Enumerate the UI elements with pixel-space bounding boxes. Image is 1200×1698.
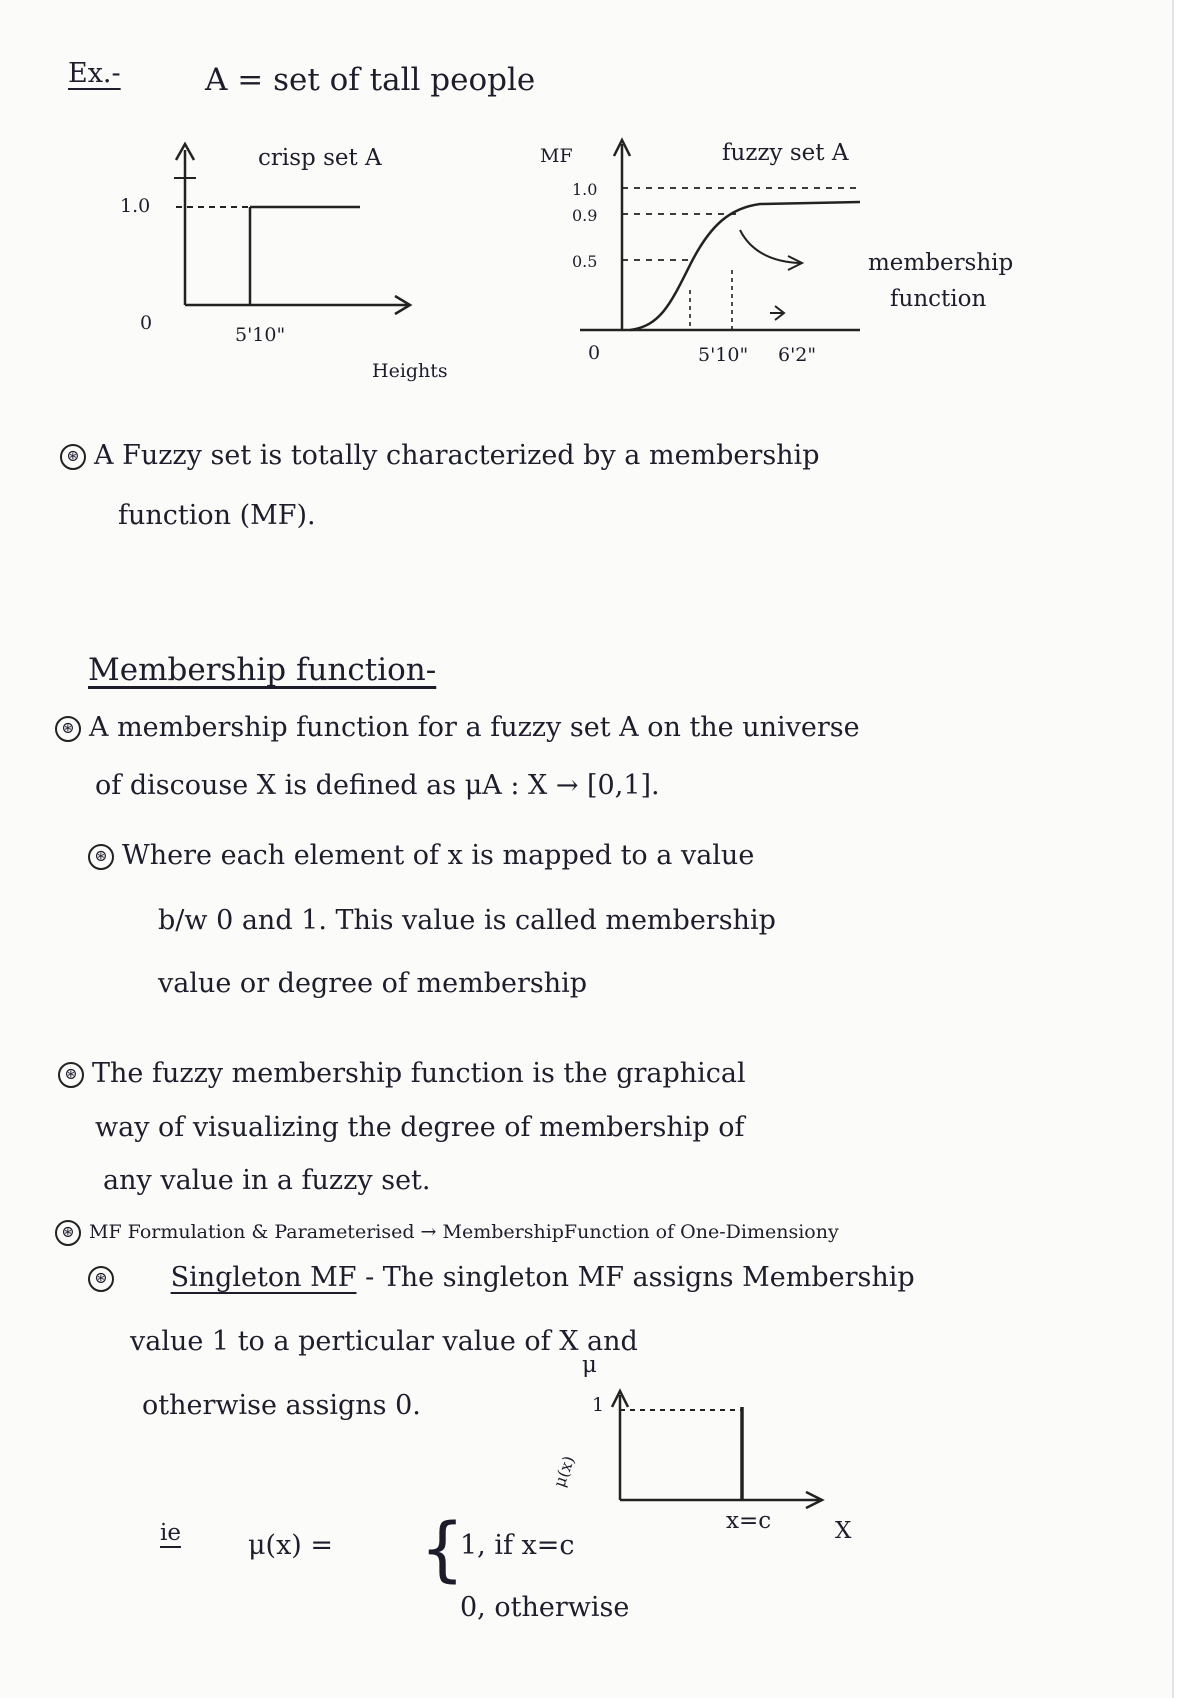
singleton-x-label: x=c — [726, 1508, 772, 1534]
singleton-x-axis-end: X — [835, 1518, 852, 1544]
formula-ie: ie — [160, 1520, 181, 1546]
para3-line1 — [58, 1058, 746, 1089]
singleton-line1-rest: - The singleton MF assigns Membership — [365, 1262, 915, 1293]
fuzzy-x-label-62: 6'2" — [778, 344, 817, 366]
crisp-axis-title: Heights — [372, 360, 448, 382]
fuzzy-y-label-1: 1.0 — [572, 180, 598, 199]
para2-text: Where each element of x is mapped to a value — [122, 840, 755, 871]
para4-text: MF Formulation & Parameterised → MembershipFunction of One-Dimensiony — [89, 1221, 839, 1243]
fuzzy-y-label-09: 0.9 — [572, 206, 598, 225]
singleton-graph-drawing — [560, 1375, 880, 1545]
para1-line2: of discouse X is defined as μA : X → [0,1]. — [95, 770, 660, 801]
singleton-line2: value 1 to a perticular value of X and — [130, 1326, 638, 1357]
singleton-heading: Singleton MF — [170, 1262, 357, 1293]
singleton-y-title: μ — [582, 1352, 597, 1378]
para3-line2: way of visualizing the degree of membership of — [95, 1112, 745, 1143]
bullet-star-icon: ⊛ — [58, 1062, 84, 1088]
statement1-line1 — [60, 440, 819, 471]
bullet-star-icon: ⊛ — [88, 1266, 114, 1292]
bullet-star-icon: ⊛ — [55, 716, 81, 742]
statement1-line2: function (MF). — [118, 500, 316, 531]
bullet-star-icon: ⊛ — [55, 1220, 81, 1246]
formula-case2: 0, otherwise — [460, 1592, 630, 1623]
para2-line2: b/w 0 and 1. This value is called membership — [158, 905, 776, 936]
bullet-star-icon: ⊛ — [88, 844, 114, 870]
formula-lhs: μ(x) = — [248, 1530, 334, 1561]
example-label: Ex.- — [68, 58, 121, 89]
fuzzy-y-label-05: 0.5 — [572, 252, 598, 271]
fuzzy-graph-title: fuzzy set A — [722, 140, 849, 166]
fuzzy-annotation-line2: function — [890, 286, 987, 312]
crisp-graph-title: crisp set A — [258, 145, 382, 171]
singleton-line3: otherwise assigns 0. — [142, 1390, 421, 1421]
para3-line3: any value in a fuzzy set. — [103, 1165, 431, 1196]
statement1-text: A Fuzzy set is totally characterized by a membership — [94, 440, 820, 471]
para1-line1 — [55, 712, 860, 743]
crisp-x-label: 5'10" — [235, 324, 286, 346]
crisp-y-zero-label: 0 — [140, 312, 153, 334]
para2-line3: value or degree of membership — [158, 968, 588, 999]
fuzzy-x-label-510: 5'10" — [698, 344, 749, 366]
fuzzy-y-zero-label: 0 — [588, 342, 601, 364]
para3-text: The fuzzy membership function is the graphical — [92, 1058, 746, 1089]
para4-line1 — [55, 1220, 839, 1246]
fuzzy-y-title: MF — [540, 145, 573, 167]
singleton-line1 — [88, 1262, 915, 1293]
example-statement: A = set of tall people — [205, 62, 536, 98]
fuzzy-annotation-line1: membership — [868, 250, 1014, 276]
singleton-y-axis-label: μ(x) — [549, 1453, 579, 1490]
section-title: Membership function- — [88, 652, 437, 688]
para2-line1 — [88, 840, 754, 871]
singleton-y-label: 1 — [592, 1394, 605, 1416]
formula-case1: 1, if x=c — [460, 1530, 575, 1561]
formula-brace: { — [420, 1508, 465, 1590]
crisp-y-top-label: 1.0 — [120, 195, 151, 217]
bullet-star-icon: ⊛ — [60, 444, 86, 470]
para1-text: A membership function for a fuzzy set A on the universe — [89, 712, 860, 743]
